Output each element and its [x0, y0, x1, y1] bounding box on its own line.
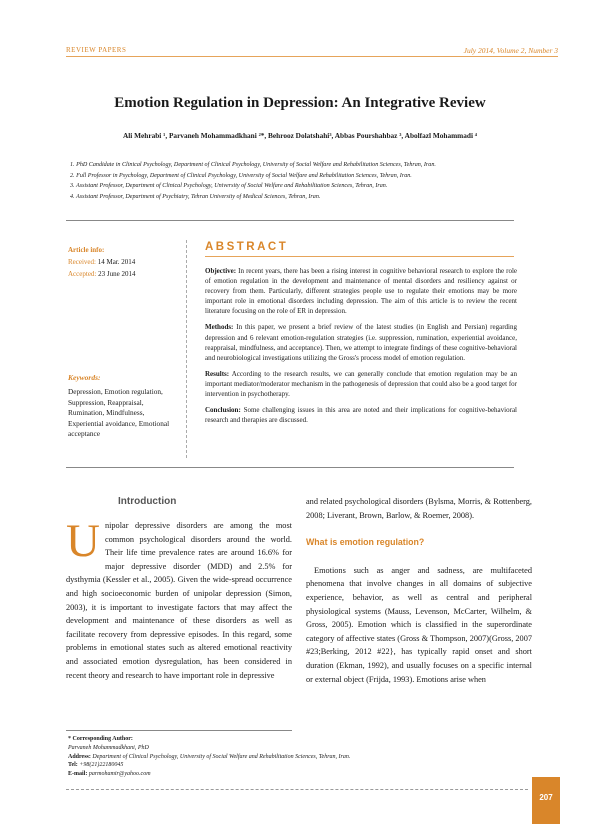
received-label: Received:: [68, 258, 96, 266]
accepted-label: Accepted:: [68, 270, 97, 278]
email-label: E-mail:: [68, 771, 88, 778]
received-row: [68, 256, 178, 268]
objective-label: Objective:: [205, 267, 237, 275]
corresponding-author-footnote: [68, 735, 468, 779]
paper-title: Emotion Regulation in Depression: An Integrative Review: [114, 95, 486, 111]
results-label: Results:: [205, 369, 230, 378]
abstract-heading: ABSTRACT: [205, 241, 289, 253]
conclusion-label: Conclusion:: [205, 406, 241, 415]
emotion-paragraph: Emotions such as anger and sadness, are multifaceted phenomena that involve changes in all domains of subjective experience, behavior, as well as central and peripheral physiological systems (Mauss, Levenson, McCarter, Wilhelm, & Gross, 2005). Emotion which is classified in the superordinate category of affective states (Gross & Thompson, 2007)(Gross, 2007 #23;Berking, 2012 #22}, has typically rapid onset and short duration (Ekman, 1992), and usually focuses on a specific internal or external object (Frijda, 1993). Emotions arise when: [306, 565, 532, 684]
intro-paragraph: nipolar depressive disorders are among the most common psychological disorders around the world. Their life time prevalence rates are around 16.6% for major depressive disorder (MDD) and 2.5% for dysthymia (Kessler et al., 2005). Given the wide-spread occurrence and high socioeconomic burden of unipolar depression (Simon, 2003), it is important to investigate factors that may affect the development and maintenance of these disorders as well as facilitate recovery from depressive episodes. In this regard, some problems in emotional states such as altered emotional reactivity and associated emotion dysregulation, has been considered in recent theory and research to have important role in depressive: [66, 521, 292, 680]
issue-label: July 2014, Volume 2, Number 3: [463, 46, 558, 55]
intro-column: [66, 515, 292, 682]
affiliation-2: 2. Full Professor in Psychology, Department of Clinical Psychology, University of Social Welfare and Rehabilitation Sciences, Tehran, Iran.: [70, 172, 412, 179]
abstract-body: [205, 266, 517, 431]
keywords-heading: Keywords:: [68, 373, 101, 382]
section-label: REVIEW PAPERS: [66, 46, 127, 54]
address-label: Address:: [68, 753, 91, 760]
intro-heading: Introduction: [118, 496, 177, 507]
header-divider: [66, 56, 558, 57]
footer-divider: [66, 789, 528, 790]
right-column: [306, 495, 532, 686]
tel-text: +98(21)22180045: [79, 762, 124, 769]
author-list: Ali Mehrabi ¹, Parvaneh Mohammadkhani ²*, Behrooz Dolatshahi³, Abbas Pourshahbaz ³, Abolfazl Mohammadi ⁴: [123, 131, 477, 140]
affiliation-1: 1. PhD Candidate in Clinical Psychology, Department of Clinical Psychology, University of Social Welfare and Rehabilitation Sciences, Tehran, Iran.: [70, 162, 436, 168]
page-number: 207: [532, 777, 560, 824]
abstract-objective: [205, 266, 517, 316]
article-info-heading: Article info:: [68, 246, 105, 254]
affiliations: [70, 160, 570, 202]
emotion-regulation-heading: What is emotion regulation?: [306, 537, 425, 548]
footnote-divider: [66, 730, 292, 731]
column-separator: [186, 240, 187, 458]
corr-name: Parvaneh Mohammadkhani, PhD: [68, 744, 149, 751]
email-link[interactable]: parmohamir@yahoo.com: [88, 771, 151, 778]
accepted-row: [68, 268, 178, 280]
affiliation-4: 4. Assistant Professor, Department of Psychiatry, Tehran University of Medical Sciences, Tehran, Iran.: [70, 193, 321, 200]
methods-text: In this paper, we present a brief review of the latest studies (in English and Persian) regarding depression and 6 relevant emotion-regulation strategies (i.e. suppression, rumination, experiential avoidance, reappraisal, mindfulness, and acceptance). Then, we attempt to integrate findings of these cognitive-behavioral and neurobiological investigations utilizing the Gross's process model of emotion regulation.: [205, 323, 517, 362]
methods-label: Methods:: [205, 323, 234, 332]
corr-label: * Corresponding Author:: [68, 736, 133, 742]
abstract-divider: [205, 256, 514, 257]
tel-label: Tel:: [68, 762, 78, 769]
address-text: Department of Clinical Psychology, University of Social Welfare and Rehabilitation Sciences, Tehran, Iran.: [92, 753, 351, 760]
objective-text: In recent years, there has been a rising interest in cognitive behavioral research to explore the role of emotion regulation in the development and maintenance of mental disorders and resiliency against or recovery from them. Particularly, different strategies people use to regulate their emotions may be more important role in emotional disorders including depression. The aim of this article is to review the recent literature focusing on the role of ER in depression.: [205, 267, 517, 316]
affiliation-3: 3. Assistant Professor, Department of Clinical Psychology, University of Social Welfare and Rehabilitation Sciences, Tehran, Iran.: [70, 183, 388, 189]
drop-cap: U: [66, 515, 100, 567]
article-info: [68, 244, 178, 280]
conclusion-text: Some challenging issues in this area are noted and their implications for cognitive-behavioral research and therapies are discussed.: [205, 406, 517, 425]
continued-paragraph: and related psychological disorders (Bylsma, Morris, & Rottenberg, 2008; Liverant, Brown, Barlow, & Roemer, 2008).: [306, 497, 532, 520]
received-date: 14 Mar. 2014: [97, 258, 136, 266]
body-divider: [66, 467, 514, 468]
section-divider: [66, 220, 514, 221]
abstract-conclusion: [205, 405, 517, 425]
results-text: According to the research results, we can generally conclude that emotion regulation may be an important mediator/moderator mechanism in the pathogenesis of depression that could also be a good target for intervention in psychotherapy.: [205, 369, 517, 399]
keywords-list: Depression, Emotion regulation, Suppression, Reappraisal, Rumination, Mindfulness, Experiential avoidance, Emotional acceptance: [68, 387, 170, 438]
accepted-date: 23 June 2014: [98, 270, 136, 278]
abstract-results: [205, 369, 517, 399]
abstract-methods: [205, 322, 517, 362]
